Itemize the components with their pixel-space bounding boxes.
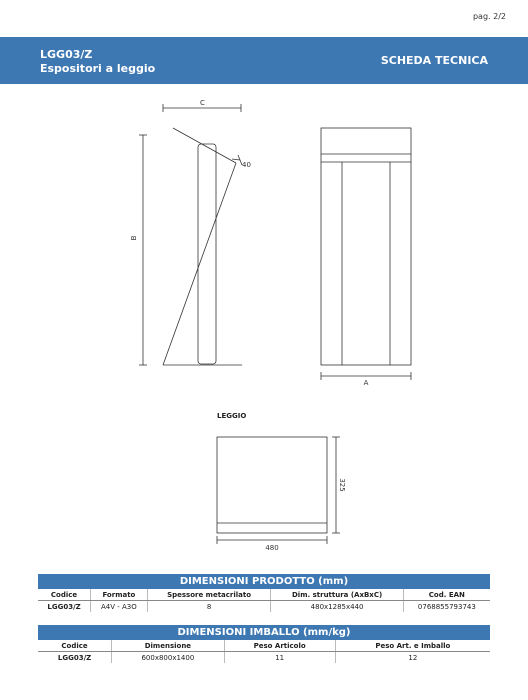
front-outline	[321, 128, 411, 365]
header-cell: Dimensione	[112, 640, 225, 652]
product-dimensions-table	[38, 574, 490, 612]
cell-format: A4V - A3O	[91, 601, 148, 613]
label-a: A	[363, 379, 369, 387]
side-view	[139, 104, 242, 365]
cell-code: LGG03/Z	[47, 602, 81, 611]
cell-ean: 0768855793743	[403, 601, 490, 613]
header-cell: Codice	[38, 640, 112, 652]
cell-thickness: 8	[147, 601, 271, 613]
cell-structure-dim: 480x1285x440	[271, 601, 403, 613]
cell-dimension: 600x800x1400	[112, 652, 225, 664]
slanted-top-edge	[173, 128, 236, 163]
label-c: C	[200, 99, 205, 107]
dim-40-line	[232, 159, 240, 160]
document-type: SCHEDA TECNICA	[380, 54, 488, 67]
cell-weight: 11	[224, 652, 335, 664]
leggio-title: LEGGIO	[217, 412, 247, 420]
header-cell: Peso Art. e Imballo	[335, 640, 490, 652]
label-480: 480	[265, 544, 279, 552]
header-cell: Cod. EAN	[403, 589, 490, 601]
table-row	[38, 601, 490, 613]
cell-code: LGG03/Z	[57, 653, 92, 662]
header-cell: Formato	[91, 589, 148, 601]
product-subtitle: Espositori a leggio	[40, 62, 156, 75]
product-code: LGG03/Z	[40, 48, 93, 61]
table-title: DIMENSIONI PRODOTTO (mm)	[38, 574, 490, 589]
front-view	[321, 128, 411, 380]
cell-weight-packed: 12	[335, 652, 490, 664]
table-row	[38, 652, 490, 664]
header-cell: Spessore metacrilato	[147, 589, 271, 601]
upright-column	[198, 144, 216, 364]
leggio-panel	[217, 437, 327, 533]
label-b: B	[130, 235, 138, 241]
packaging-dimensions-table	[38, 625, 490, 663]
page-number: pag. 2/2	[472, 12, 506, 21]
label-325: 325	[338, 478, 346, 492]
label-40: 40	[242, 161, 251, 169]
leggio-panel-view	[217, 437, 340, 544]
slanted-front-edge	[163, 163, 236, 365]
header-cell: Dim. struttura (AxBxC)	[271, 589, 403, 601]
header-cell: Codice	[38, 589, 91, 601]
header-cell: Peso Articolo	[224, 640, 335, 652]
table-title: DIMENSIONI IMBALLO (mm/kg)	[38, 625, 490, 640]
